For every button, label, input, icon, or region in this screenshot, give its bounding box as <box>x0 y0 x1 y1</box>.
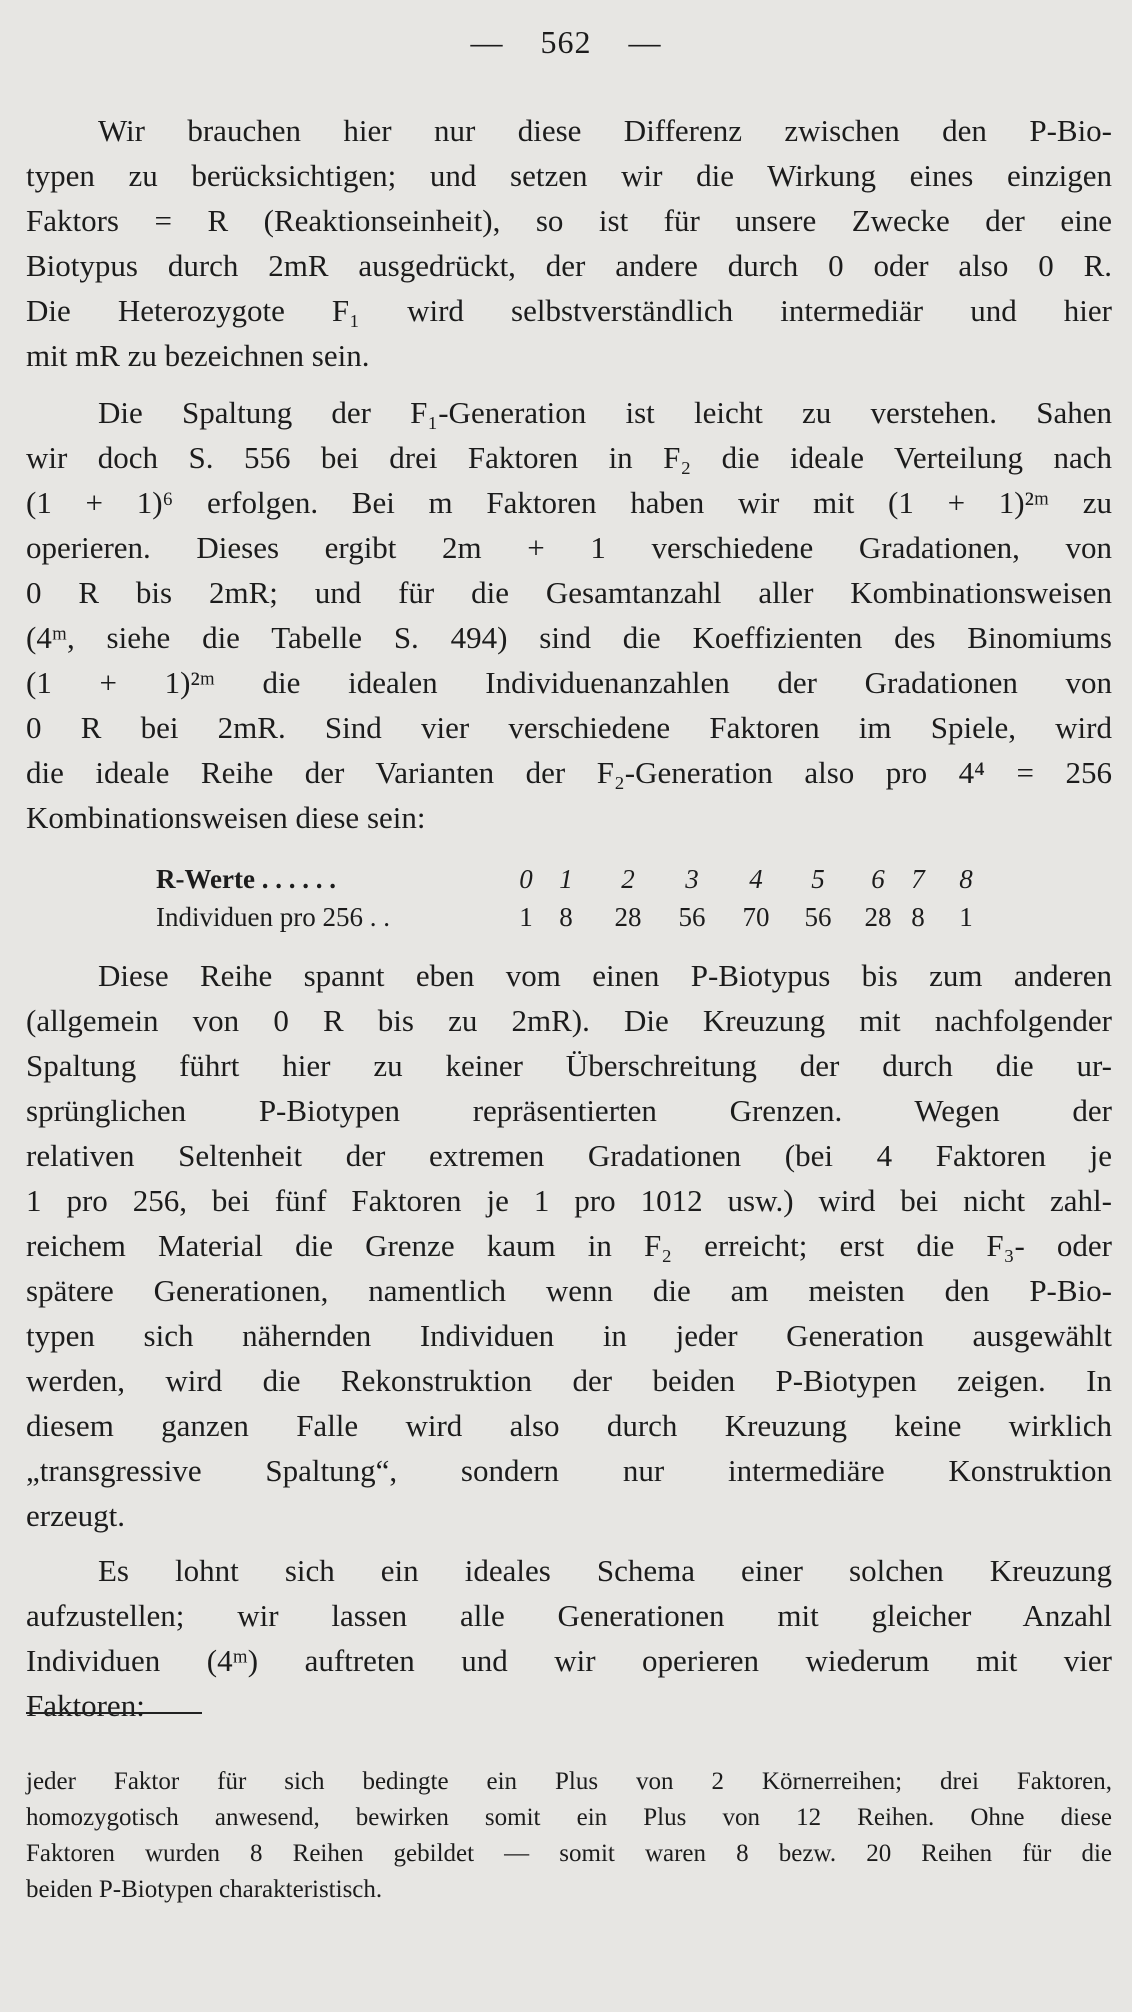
footnote-line: jeder Faktor für sich bedingte ein Plus von 2 Körnerreihen; drei Faktoren, <box>26 1768 1112 1795</box>
table-cell: 6 <box>871 864 885 894</box>
paragraph-3 <box>26 953 1112 1538</box>
table-row-label: R-Werte . . . . . . <box>156 864 336 894</box>
paragraph-2 <box>26 390 1112 840</box>
paragraph-4 <box>26 1548 1112 1728</box>
text-line: die ideale Reihe der Varianten der F₂-Generation also pro 4⁴ = 256 <box>26 755 1112 790</box>
table-row-individuals <box>156 898 996 936</box>
table-cell: 70 <box>742 902 770 932</box>
table-cell: 1 <box>519 902 533 932</box>
table-cell: 28 <box>864 902 892 932</box>
header-dash-left: — <box>470 24 504 60</box>
table-cell: 1 <box>959 902 973 932</box>
text-line: 0 R bis 2mR; und für die Gesamtanzahl aller Kombinationsweisen <box>26 575 1112 610</box>
text-line: spätere Generationen, namentlich wenn die am meisten den P-Bio- <box>26 1273 1112 1308</box>
text-line: typen sich nähernden Individuen in jeder Generation ausgewählt <box>26 1318 1112 1353</box>
header-dash-right: — <box>628 24 662 60</box>
text-line: Faktors = R (Reaktionseinheit), so ist für unsere Zwecke der eine <box>26 203 1112 238</box>
text-line: (1 + 1)⁶ erfolgen. Bei m Faktoren haben wir mit (1 + 1)²ᵐ zu <box>26 485 1112 520</box>
text-line: Individuen (4ᵐ) auftreten und wir operieren wiederum mit vier <box>26 1643 1112 1678</box>
table-row-r-values <box>156 860 996 898</box>
footnote-line: beiden P-Biotypen charakteristisch. <box>26 1876 383 1903</box>
text-line: Faktoren: <box>26 1688 145 1723</box>
text-line: Die Heterozygote F₁ wird selbstverständlich intermediär und hier <box>26 293 1112 328</box>
text-line: 0 R bei 2mR. Sind vier verschiedene Faktoren im Spiele, wird <box>26 710 1112 745</box>
footnote-line: Faktoren wurden 8 Reihen gebildet — somit waren 8 bezw. 20 Reihen für die <box>26 1840 1112 1867</box>
footnote <box>26 1764 1112 1908</box>
footnote-line: homozygotisch anwesend, bewirken somit ein Plus von 12 Reihen. Ohne diese <box>26 1804 1112 1831</box>
text-line: relativen Seltenheit der extremen Gradationen (bei 4 Faktoren je <box>26 1138 1112 1173</box>
text-line: (allgemein von 0 R bis zu 2mR). Die Kreuzung mit nachfolgender <box>26 1003 1112 1038</box>
footnote-divider <box>26 1712 202 1714</box>
text-line: (1 + 1)²ᵐ die idealen Individuenanzahlen der Gradationen von <box>26 665 1112 700</box>
distribution-table <box>156 860 996 936</box>
table-cell: 3 <box>685 864 699 894</box>
text-line: sprünglichen P-Biotypen repräsentierten Grenzen. Wegen der <box>26 1093 1112 1128</box>
text-line: typen zu berücksichtigen; und setzen wir die Wirkung eines einzigen <box>26 158 1112 193</box>
table-cell: 0 <box>519 864 533 894</box>
table-cell: 5 <box>811 864 825 894</box>
table-cell: 2 <box>621 864 635 894</box>
paragraph-1 <box>26 108 1112 378</box>
text-line: wir doch S. 556 bei drei Faktoren in F₂ die ideale Verteilung nach <box>26 440 1112 475</box>
text-line: (4ᵐ, siehe die Tabelle S. 494) sind die Koeffizienten des Binomiums <box>26 620 1112 655</box>
text-line: Es lohnt sich ein ideales Schema einer solchen Kreuzung <box>98 1553 1112 1588</box>
table-cell: 1 <box>559 864 573 894</box>
text-line: „transgressive Spaltung“, sondern nur intermediäre Konstruktion <box>26 1453 1112 1488</box>
text-line: Die Spaltung der F₁-Generation ist leicht zu verstehen. Sahen <box>98 395 1112 430</box>
text-line: diesem ganzen Falle wird also durch Kreuzung keine wirklich <box>26 1408 1112 1443</box>
text-line: Spaltung führt hier zu keiner Überschreitung der durch die ur- <box>26 1048 1112 1083</box>
text-line: aufzustellen; wir lassen alle Generationen mit gleicher Anzahl <box>26 1598 1112 1633</box>
table-cell: 56 <box>804 902 832 932</box>
text-line: reichem Material die Grenze kaum in F₂ erreicht; erst die F₃- oder <box>26 1228 1112 1263</box>
text-line: Wir brauchen hier nur diese Differenz zwischen den P-Bio- <box>98 113 1112 148</box>
text-line: Biotypus durch 2mR ausgedrückt, der andere durch 0 oder also 0 R. <box>26 248 1112 283</box>
text-line: werden, wird die Rekonstruktion der beiden P-Biotypen zeigen. In <box>26 1363 1112 1398</box>
text-line: operieren. Dieses ergibt 2m + 1 verschiedene Gradationen, von <box>26 530 1112 565</box>
table-cell: 56 <box>678 902 706 932</box>
page-number: 562 <box>540 24 592 60</box>
table-cell: 8 <box>959 864 973 894</box>
text-line: Diese Reihe spannt eben vom einen P-Biotypus bis zum anderen <box>98 958 1112 993</box>
page-header <box>0 24 1132 61</box>
table-cell: 8 <box>559 902 573 932</box>
text-line: erzeugt. <box>26 1498 125 1533</box>
table-cell: 7 <box>911 864 925 894</box>
text-line: mit mR zu bezeichnen sein. <box>26 338 370 373</box>
table-row-label: Individuen pro 256 . . <box>156 902 390 932</box>
text-line: Kombinationsweisen diese sein: <box>26 800 426 835</box>
table-cell: 28 <box>614 902 642 932</box>
table-cell: 8 <box>911 902 925 932</box>
table-cell: 4 <box>749 864 763 894</box>
text-line: 1 pro 256, bei fünf Faktoren je 1 pro 1012 usw.) wird bei nicht zahl- <box>26 1183 1112 1218</box>
